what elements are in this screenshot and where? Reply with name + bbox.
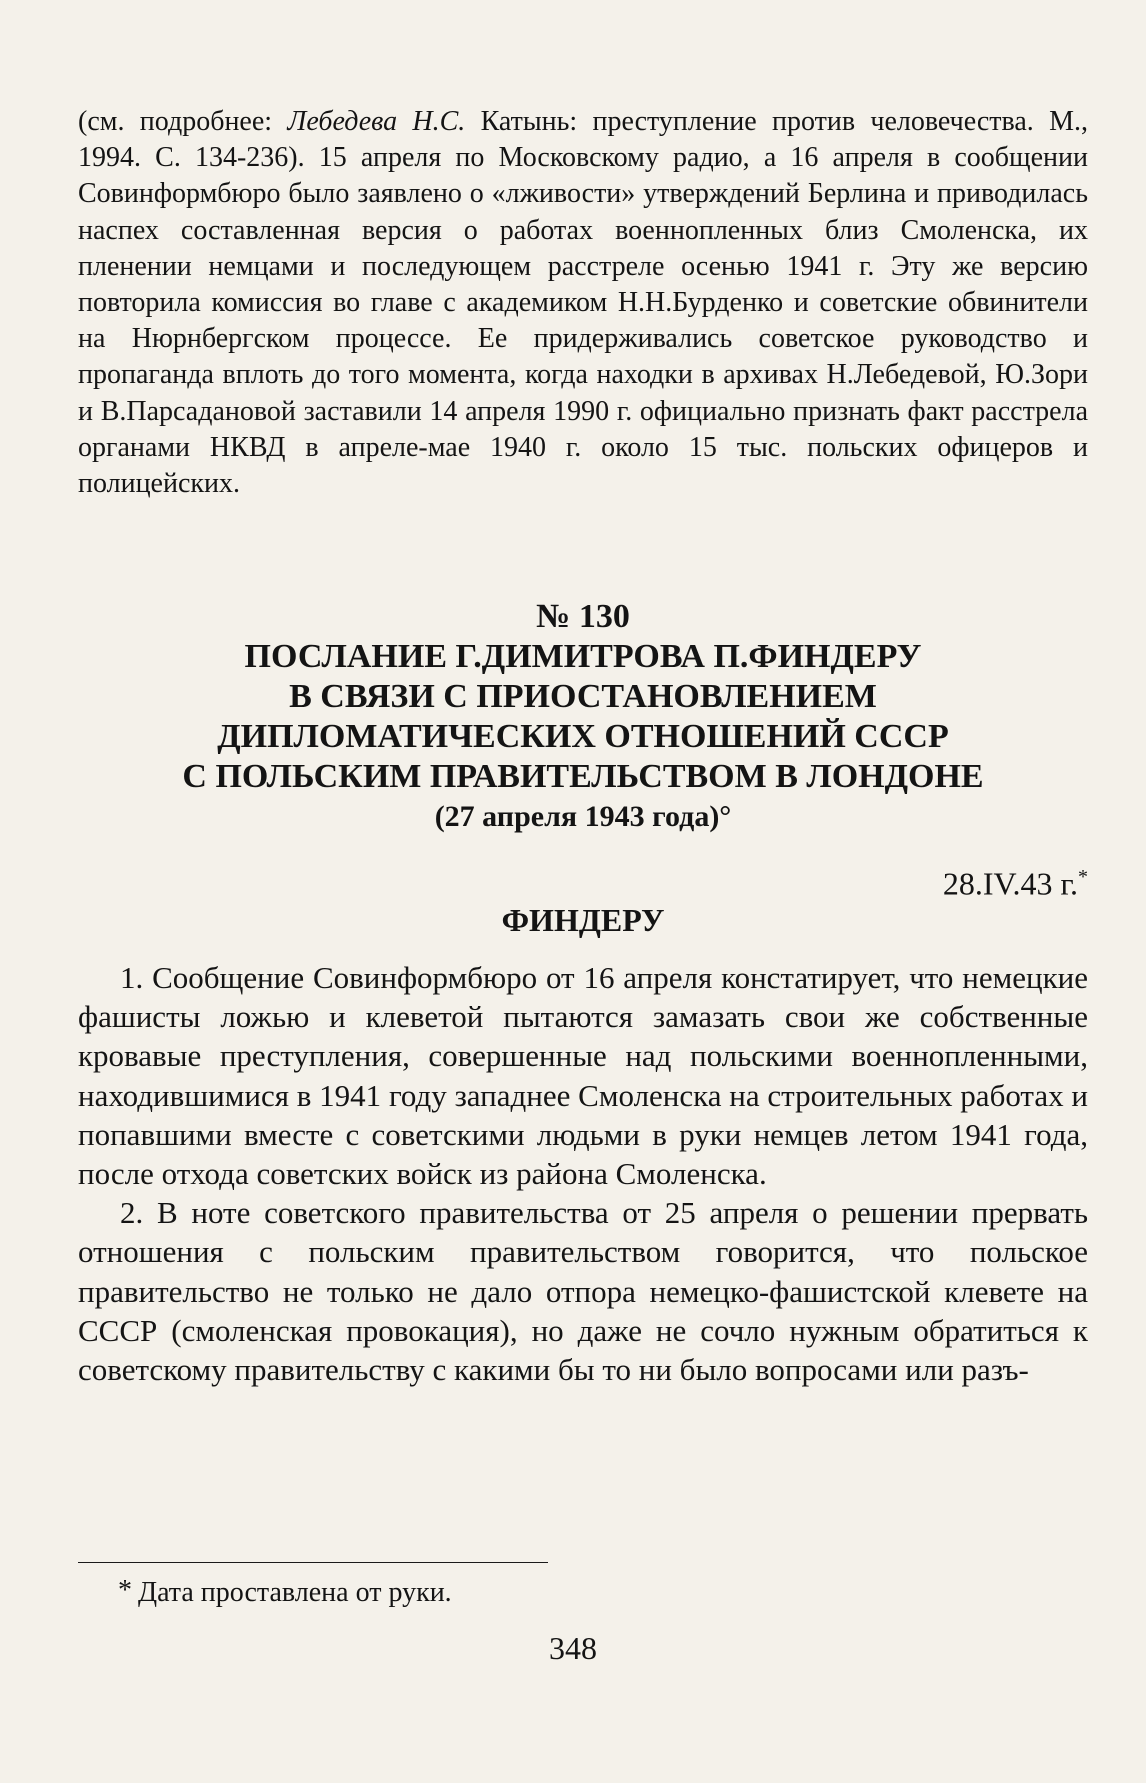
dateline-text: 28.IV.43 г. <box>942 865 1078 902</box>
footnote <box>118 1576 452 1610</box>
intro-post-author: Катынь: преступление против человечества. М., 1994. С. 134-236). 15 апреля по Московскому радио, а 16 апреля в сообщении Совинформбюро было заявлено о «лживости» утверждений Берлина и приводилась наспех составленная версия о работах военнопленных близ Смоленска, их пленении немцами и последующем расстреле осенью 1941 г. Эту же версию повторила комиссия во главе с академиком Н.Н.Бурденко и советские обвинители на Нюрнбергском процессе. Ее придерживались советское руководство и пропаганда вплоть до того момента, когда находки в архивах Н.Лебедевой, Ю.Зори и В.Парсадановой заставили 14 апреля 1990 г. официально признать факт расстрела органами НКВД в апреле-мае 1940 г. около 15 тыс. польских офицеров и полицейских. <box>78 106 1088 500</box>
document-date: (27 апреля 1943 года)° <box>434 800 732 834</box>
document-heading <box>78 597 1088 837</box>
document-number: № 130 <box>536 598 630 636</box>
page-content <box>78 104 1088 1389</box>
document-title-line: В СВЯЗИ С ПРИОСТАНОВЛЕНИЕМ <box>289 678 877 716</box>
page-number: 348 <box>549 1630 597 1666</box>
intro-paragraph <box>78 104 1088 502</box>
document-title-line: ДИПЛОМАТИЧЕСКИХ ОТНОШЕНИЙ СССР <box>217 718 949 756</box>
addressee: ФИНДЕРУ <box>501 901 665 938</box>
document-title-line: ПОСЛАНИЕ Г.ДИМИТРОВА П.ФИНДЕРУ <box>244 638 922 676</box>
body-paragraph-1: 1. Сообщение Совинформбюро от 16 апреля констатирует, что немецкие фашисты ложью и клеветой пытаются замазать свои же собственные кровавые преступления, совершенные над польскими военнопленными, находившимися в 1941 году западнее Смоленска на строительных работах и попавшими вместе с советскими людьми в руки немцев летом 1941 года, после отхода советских войск из района Смоленска. <box>78 959 1088 1191</box>
document-body <box>78 958 1088 1389</box>
dateline <box>78 859 1088 902</box>
footnote-mark: * <box>118 1575 132 1606</box>
footnote-text: Дата проставлена от руки. <box>138 1577 452 1608</box>
document-title-line: С ПОЛЬСКИМ ПРАВИТЕЛЬСТВОМ В ЛОНДОНЕ <box>182 758 984 796</box>
footnote-divider <box>78 1562 548 1563</box>
body-paragraph-2: 2. В ноте советского правительства от 25 апреля о решении прервать отношения с польским правительством говорится, что польское правительство не только не дало отпора немецко-фашистской клевете на СССР (смоленская провокация), но даже не сочло нужным обратиться к советскому правительству с какими бы то ни было вопросами или разъ- <box>78 1195 1088 1387</box>
intro-author: Лебедева Н.С. <box>287 106 466 137</box>
document-title <box>78 637 1088 797</box>
dateline-footnote-mark: * <box>1078 866 1088 889</box>
intro-pre-author: (см. подробнее: <box>78 106 288 137</box>
